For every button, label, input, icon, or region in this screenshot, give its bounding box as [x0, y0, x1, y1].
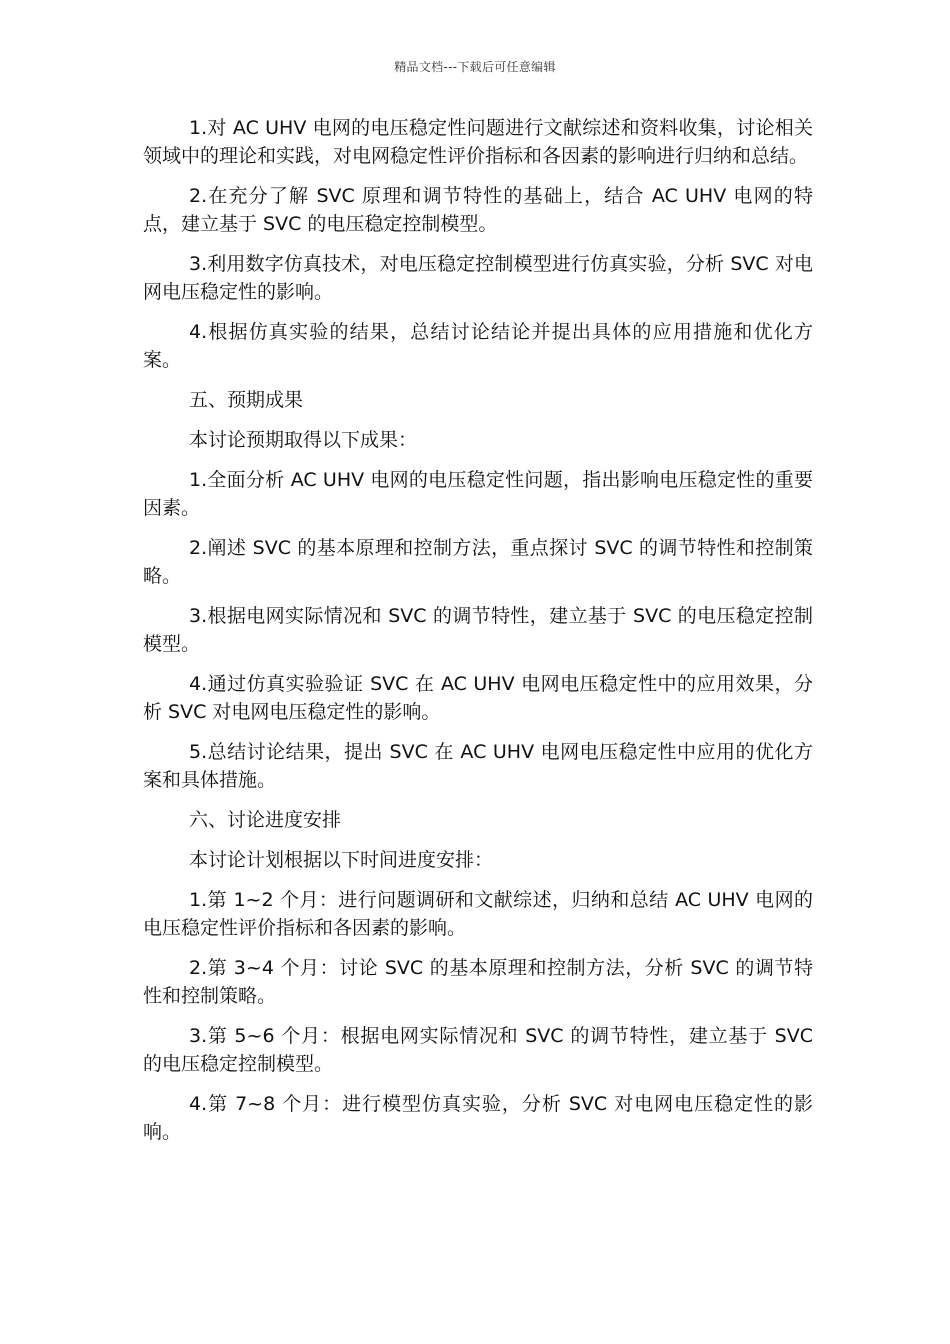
paragraph-schedule-intro: 本讨论计划根据以下时间进度安排： [189, 849, 494, 871]
paragraph-schedule-2: 2.第 3~4 个月：讨论 SVC 的基本原理和控制方法，分析 SVC 的调节特性和控制策略。 [143, 957, 813, 1007]
paragraph-results-intro: 本讨论预期取得以下成果： [189, 429, 418, 451]
paragraph-schedule-3: 3.第 5~6 个月：根据电网实际情况和 SVC 的调节特性，建立基于 SVC 的电压稳定控制模型。 [143, 1025, 813, 1075]
page-header: 精品文档---下载后可任意编辑 [394, 60, 556, 74]
section-heading-expected-results: 五、预期成果 [189, 389, 304, 411]
paragraph-method-3: 3.利用数字仿真技术，对电压稳定控制模型进行仿真实验，分析 SVC 对电网电压稳定性的影响。 [143, 253, 813, 303]
paragraph-result-4: 4.通过仿真实验验证 SVC 在 AC UHV 电网电压稳定性中的应用效果，分析 SVC 对电网电压稳定性的影响。 [143, 673, 813, 723]
paragraph-result-5: 5.总结讨论结果，提出 SVC 在 AC UHV 电网电压稳定性中应用的优化方案和具体措施。 [143, 741, 813, 791]
paragraph-schedule-1: 1.第 1~2 个月：进行问题调研和文献综述，归纳和总结 AC UHV 电网的电压稳定性评价指标和各因素的影响。 [143, 889, 813, 939]
paragraph-method-1: 1.对 AC UHV 电网的电压稳定性问题进行文献综述和资料收集，讨论相关领域中的理论和实践，对电网稳定性评价指标和各因素的影响进行归纳和总结。 [143, 117, 813, 167]
paragraph-method-2: 2.在充分了解 SVC 原理和调节特性的基础上，结合 AC UHV 电网的特点，建立基于 SVC 的电压稳定控制模型。 [143, 185, 813, 235]
paragraph-method-4: 4.根据仿真实验的结果，总结讨论结论并提出具体的应用措施和优化方案。 [143, 321, 813, 371]
section-heading-schedule: 六、讨论进度安排 [189, 809, 342, 831]
paragraph-schedule-4: 4.第 7~8 个月：进行模型仿真实验，分析 SVC 对电网电压稳定性的影响。 [143, 1093, 813, 1143]
paragraph-result-1: 1.全面分析 AC UHV 电网的电压稳定性问题，指出影响电压稳定性的重要因素。 [143, 469, 813, 519]
paragraph-result-2: 2.阐述 SVC 的基本原理和控制方法，重点探讨 SVC 的调节特性和控制策略。 [143, 537, 813, 587]
document-body [143, 114, 813, 1158]
paragraph-result-3: 3.根据电网实际情况和 SVC 的调节特性，建立基于 SVC 的电压稳定控制模型。 [143, 605, 813, 655]
